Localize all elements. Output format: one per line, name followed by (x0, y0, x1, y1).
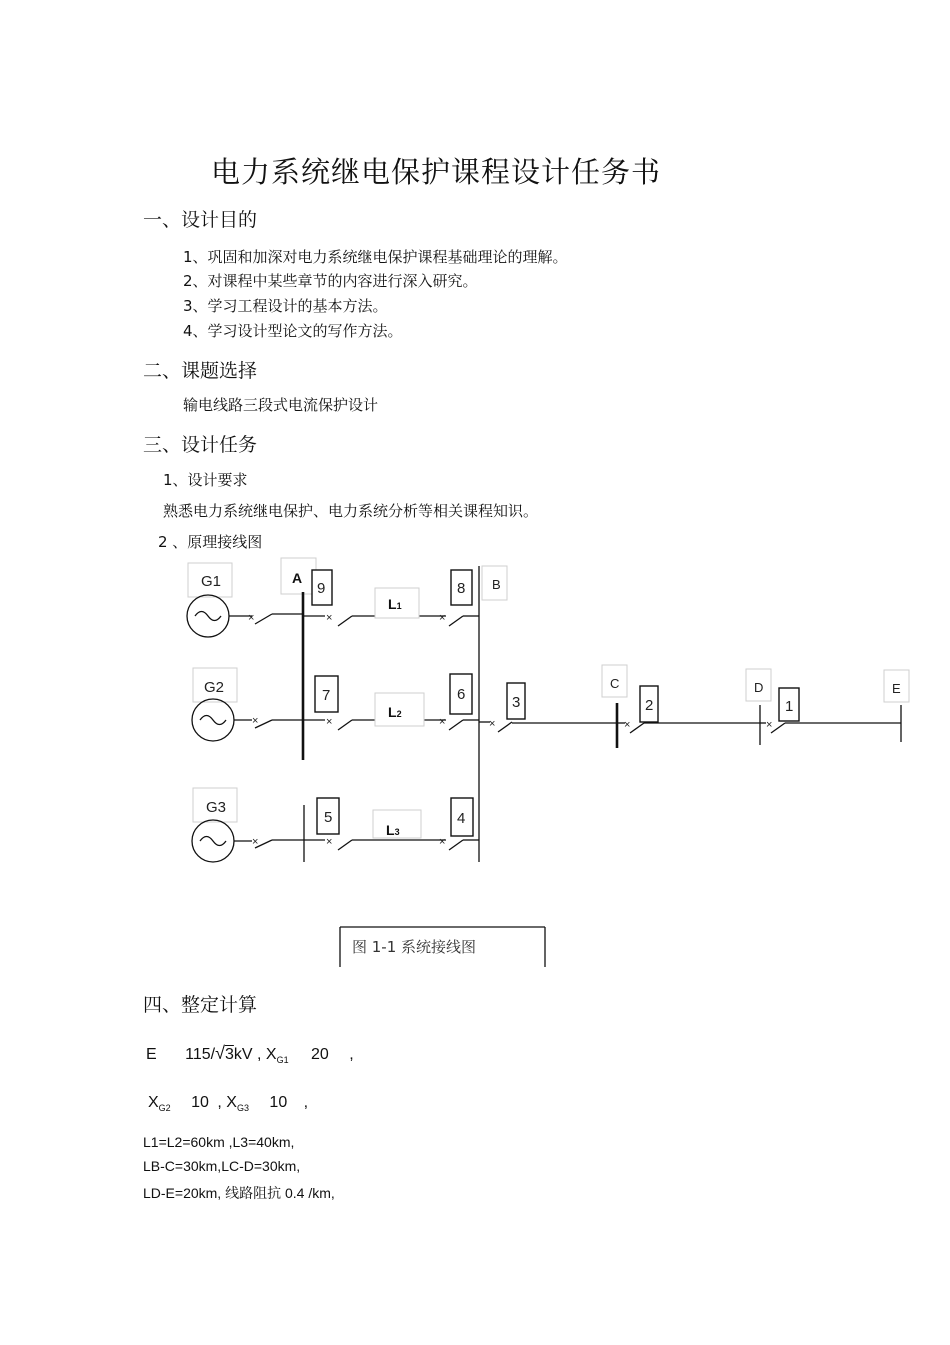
design-requirement-text: 熟悉电力系统继电保护、电力系统分析等相关课程知识。 (163, 502, 539, 520)
breaker-3-label: 3 (512, 694, 521, 711)
breaker-4-label: 4 (457, 810, 466, 827)
generator-g2-icon (192, 699, 234, 741)
breaker-cross-icon: × (439, 716, 446, 728)
breaker-cross-icon: × (326, 716, 333, 728)
breaker-cross-icon: × (489, 718, 496, 730)
breaker-2-label: 2 (645, 697, 654, 714)
breaker-9-label: 9 (317, 580, 326, 597)
objective-item-4: 4、学习设计型论文的写作方法。 (183, 322, 403, 340)
figure-caption: 图 1-1 系统接线图 (352, 938, 477, 956)
breaker-cross-icon: × (248, 612, 255, 624)
breaker-cross-icon: × (252, 715, 259, 727)
objective-item-2: 2、对课程中某些章节的内容进行深入研究。 (183, 272, 478, 290)
g3-label: G3 (206, 799, 227, 816)
wiring-diagram-heading: 2 、原理接线图 (158, 533, 263, 551)
breaker-1-label: 1 (785, 698, 794, 715)
section4-heading: 四、整定计算 (143, 994, 258, 1016)
generator-g3-icon (192, 820, 234, 862)
line-l1-label: L1 (388, 596, 402, 612)
objective-item-1: 1、巩固和加深对电力系统继电保护课程基础理论的理解。 (183, 248, 568, 266)
g2-label: G2 (204, 679, 225, 696)
line-l3-label: L3 (386, 822, 400, 838)
param-line-2: LB-C=30km,LC-D=30km, (143, 1158, 301, 1174)
breaker-cross-icon: × (766, 719, 773, 731)
param-line-1: L1=L2=60km ,L3=40km, (143, 1134, 295, 1150)
section2-heading: 二、课题选择 (143, 360, 258, 382)
section1-heading: 一、设计目的 (143, 209, 258, 231)
g1-label: G1 (201, 573, 222, 590)
breaker-6-label: 6 (457, 686, 466, 703)
breaker-8-label: 8 (457, 580, 466, 597)
breaker-5-label: 5 (324, 809, 333, 826)
bus-a-label: A (292, 570, 303, 586)
breaker-cross-icon: × (439, 612, 446, 624)
param-line-3: LD-E=20km, 线路阻抗 0.4 /km, (143, 1185, 335, 1201)
design-requirement-heading: 1、设计要求 (163, 471, 248, 489)
breaker-cross-icon: × (326, 836, 333, 848)
bus-d-label: D (754, 680, 764, 695)
breaker-cross-icon: × (326, 612, 333, 624)
bus-c-label: C (610, 676, 620, 691)
section3-heading: 三、设计任务 (143, 434, 258, 456)
bus-b-label: B (492, 577, 501, 592)
breaker-cross-icon: × (252, 836, 259, 848)
page-title: 电力系统继电保护课程设计任务书 (211, 155, 662, 189)
equation-line-2: $X_{G2}$ 10 , $X_{G3}$ 10 , (148, 1094, 309, 1114)
generator-g1-icon (187, 595, 229, 637)
bus-e-label: E (892, 681, 901, 696)
breaker-cross-icon: × (439, 836, 446, 848)
equation-line-1: E 115/√3kV , $X_{G1}$ 20 , (146, 1043, 354, 1066)
line-l2-label: L2 (388, 704, 402, 720)
objective-item-3: 3、学习工程设计的基本方法。 (183, 297, 388, 315)
breaker-7-label: 7 (322, 687, 331, 704)
breaker-cross-icon: × (624, 719, 631, 731)
topic-text: 输电线路三段式电流保护设计 (183, 396, 379, 414)
